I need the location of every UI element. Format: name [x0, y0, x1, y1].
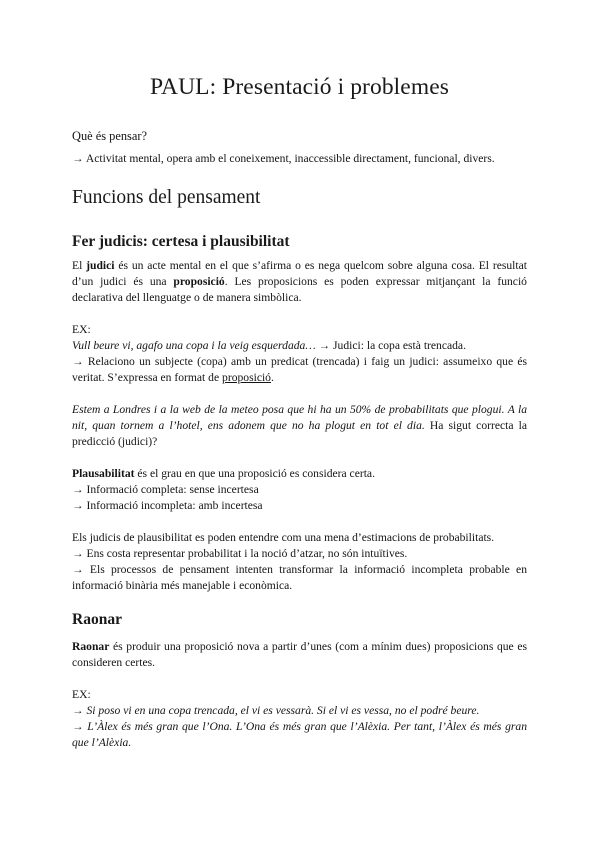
judicis-definition [72, 258, 527, 306]
londres-question: Ha sigut correcta la predicció (judici)? [72, 419, 527, 448]
intro-question: Què és pensar? [72, 129, 147, 143]
londres-example-block [72, 402, 527, 450]
judicis-examples-block [72, 322, 527, 386]
londres-example [72, 402, 527, 450]
probabilitats-point-1: → Ens costa representar probabilitat i la noció d’atzar, no són intuïtives. [72, 547, 408, 560]
probabilitats-point-2: → Els processos de pensament intenten transformar la informació incompleta probable en informació binària més manejable i econòmica. [72, 563, 527, 592]
probabilitats-block [72, 530, 527, 594]
judicis-heading: Fer judicis: certesa i plausibilitat [72, 233, 290, 250]
intro-answer: → Activitat mental, opera amb el coneixement, inaccessible directament, funcional, divers. [72, 152, 495, 165]
example-2 [72, 354, 527, 386]
plausibilitat-block [72, 466, 527, 514]
plausibilitat-definition [72, 466, 527, 482]
text-run: . Les proposicions es poden expressar mitjançant la funció declarativa del llenguatge o de manera simbòlica. [72, 275, 527, 304]
raonar-example-label: EX: [72, 688, 91, 701]
section-heading: Funcions del pensament [72, 187, 261, 208]
londres-italic: Estem a Londres i a la web de la meteo posa que hi ha un 50% de probabilitats que plogui. A la nit, quan tornem a l’hotel, ens adonem que no ha plogut en tot el dia. [72, 403, 527, 432]
judicis-definition-block [72, 258, 527, 306]
text-run: és el grau en que una proposició es considera certa. [134, 467, 375, 480]
term-plausabilitat: Plausabilitat [72, 467, 135, 480]
raonar-example-1 [72, 703, 527, 719]
raonar-definition-block [72, 639, 527, 671]
example-1-rest: → Judici: la copa està trencada. [315, 339, 466, 352]
section-heading-block [72, 186, 527, 210]
raonar-definition [72, 639, 527, 671]
raonar-example-1-italic: Si poso vi en una copa trencada, el vi es vessarà. Si el vi es vessa, no el podré beure. [86, 704, 480, 717]
proposicio-link[interactable]: proposició [222, 371, 271, 384]
intro-answer-block [72, 151, 527, 167]
plausibilitat-item-complete: → Informació completa: sense incertesa [72, 483, 259, 496]
term-proposicio: proposició [173, 275, 225, 288]
text-run: → Relaciono un subjecte (copa) amb un predicat (trencada) i faig un judici: assumeixo que és veritat. S’expressa en format de [72, 355, 527, 384]
text-run: . [270, 371, 274, 384]
probabilitats-intro: Els judicis de plausibilitat es poden entendre com una mena d’estimacions de probabilitats. [72, 531, 495, 544]
term-raonar: Raonar [72, 640, 110, 653]
example-1 [72, 338, 527, 354]
raonar-example-2 [72, 719, 527, 751]
raonar-heading: Raonar [72, 611, 122, 628]
arrow: → [72, 704, 87, 717]
judicis-heading-block [72, 232, 527, 252]
example-1-italic: Vull beure vi, agafo una copa i la veig esquerdada… [72, 339, 316, 352]
intro-block [72, 128, 527, 144]
plausibilitat-item-incomplete: → Informació incompleta: amb incertesa [72, 499, 263, 512]
raonar-examples-block [72, 687, 527, 751]
page-title: PAUL: Presentació i problemes [149, 74, 449, 100]
term-judici: judici [86, 259, 115, 272]
text-run: és produir una proposició nova a partir d’unes (com a mínim dues) proposicions que es consideren certes. [72, 640, 527, 669]
text-run: El [72, 259, 87, 272]
example-label: EX: [72, 323, 91, 336]
text-run: és un acte mental en el que s’afirma o es nega quelcom sobre alguna cosa. El resultat d’un judici és una [72, 259, 527, 288]
raonar-example-2-italic: L’Àlex és més gran que l’Ona. L’Ona és més gran que l’Alèxia. Per tant, l’Àlex és més gran que l’Alèxia. [72, 720, 527, 749]
raonar-heading-block [72, 610, 527, 630]
arrow: → [72, 720, 88, 733]
